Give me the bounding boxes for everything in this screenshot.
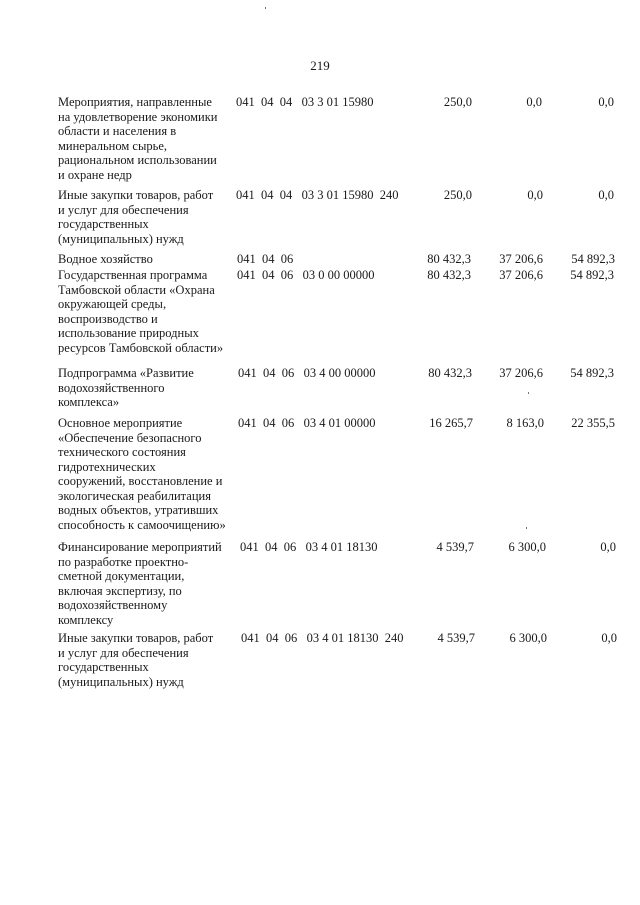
row-value-2: 6 300,0 (508, 540, 546, 554)
row-value-2: 0,0 (526, 95, 542, 109)
scan-speck (526, 527, 527, 529)
row-code: 041 04 06 03 4 01 18130 240 (241, 631, 404, 645)
row-name: Иные закупки товаров, работ и услуг для обеспечения государственных (муниципальных) нужд (58, 631, 214, 689)
row-value-1: 250,0 (443, 188, 472, 202)
row-value-1: 4 539,7 (436, 540, 474, 554)
row-code: 041 04 06 03 4 01 18130 (240, 540, 378, 554)
row-value-3: 54 892,3 (570, 268, 614, 282)
row-value-2: 6 300,0 (509, 631, 547, 645)
row-value-3: 22 355,5 (571, 416, 615, 430)
row-name: Основное мероприятие «Обеспечение безопасного технического состояния гидротехнических сооружений, восстановление и экологическая реабилитация водных объектов, утративших способность к самоочищению» (58, 416, 226, 532)
row-code: 041 04 06 03 4 01 00000 (238, 416, 376, 430)
row-value-2: 37 206,6 (499, 366, 543, 380)
row-code: 041 04 06 03 4 00 00000 (238, 366, 376, 380)
row-value-3: 0,0 (598, 188, 614, 202)
row-name: Мероприятия, направленные на удовлетворение экономики области и населения в минеральном сырье, рациональном использовании и охране недр (58, 95, 218, 182)
row-code: 041 04 06 (237, 252, 294, 266)
row-value-2: 0,0 (527, 188, 543, 202)
row-value-1: 80 432,3 (428, 366, 472, 380)
row-value-1: 4 539,7 (437, 631, 475, 645)
row-value-3: 0,0 (601, 631, 617, 645)
row-value-3: 0,0 (598, 95, 614, 109)
row-code: 041 04 04 03 3 01 15980 (236, 95, 374, 109)
row-name: Иные закупки товаров, работ и услуг для обеспечения государственных (муниципальных) нужд (58, 188, 214, 246)
row-value-3: 0,0 (600, 540, 616, 554)
row-value-1: 80 432,3 (427, 268, 471, 282)
row-name: Водное хозяйство (58, 252, 153, 266)
row-value-3: 54 892,3 (571, 252, 615, 266)
page-number: 219 (310, 58, 330, 73)
row-value-2: 8 163,0 (506, 416, 544, 430)
scan-speck (528, 392, 529, 394)
scan-speck (265, 7, 266, 9)
row-value-1: 16 265,7 (429, 416, 473, 430)
row-name: Финансирование мероприятий по разработке проектно- сметной документации, включая экспертизу, по водохозяйственному комплексу (58, 540, 222, 627)
row-code: 041 04 04 03 3 01 15980 240 (236, 188, 399, 202)
row-name: Государственная программа Тамбовской области «Охрана окружающей среды, воспроизводство и использование природных ресурсов Тамбовской области» (58, 268, 224, 355)
row-value-3: 54 892,3 (570, 366, 614, 380)
row-value-2: 37 206,6 (499, 268, 543, 282)
row-code: 041 04 06 03 0 00 00000 (237, 268, 375, 282)
row-name: Подпрограмма «Развитие водохозяйственного комплекса» (58, 366, 194, 409)
row-value-2: 37 206,6 (499, 252, 543, 266)
row-value-1: 250,0 (443, 95, 472, 109)
row-value-1: 80 432,3 (427, 252, 471, 266)
